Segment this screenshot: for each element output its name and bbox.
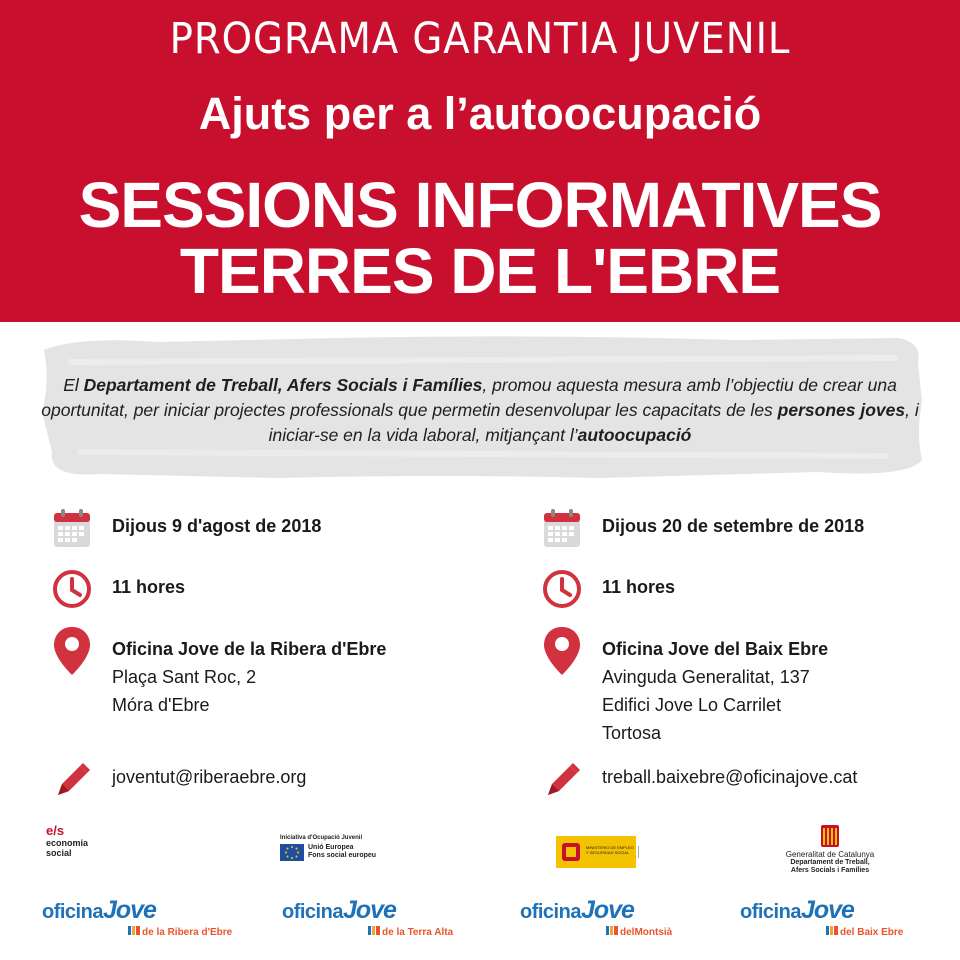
pencil-icon xyxy=(540,757,584,801)
oficina-jove-ribera-logo: oficinaJove de la Ribera d'Ebre xyxy=(42,896,233,938)
eu-youth-employment-logo: Iniciativa d'Ocupació Juvenil Unió Europea Fons social europeu xyxy=(280,835,377,859)
ministerio-empleo-logo: MINISTERIO DE EMPLEO Y SEGURIDAD SOCIAL xyxy=(556,836,670,868)
oficina-jove-terra-alta-logo: oficinaJove de la Terra Alta xyxy=(282,896,454,938)
intro-department: Departament de Treball, Afers Socials i Famílies xyxy=(83,375,483,395)
intro-self-employment: autoocupació xyxy=(577,425,692,445)
generalitat-logo: Generalitat de Catalunya Departament de Treball, Afers Socials i Famílies xyxy=(770,824,890,875)
program-title: PROGRAMA GARANTIA JUVENIL xyxy=(169,14,791,64)
title-line-1: SESSIONS INFORMATIVES xyxy=(78,169,882,241)
address-line: Plaça Sant Roc, 2 xyxy=(112,667,257,687)
subtitle: Ajuts per a l’autoocupació xyxy=(198,88,762,139)
contact-email[interactable]: joventut@riberaebre.org xyxy=(112,767,307,787)
place-name: Oficina Jove de la Ribera d'Ebre xyxy=(112,639,387,659)
calendar-icon xyxy=(540,507,584,551)
session-time: 11 hores xyxy=(112,577,186,597)
session-date: Dijous 20 de setembre de 2018 xyxy=(602,516,865,536)
address-line: Avinguda Generalitat, 137 xyxy=(602,667,810,687)
session-left xyxy=(50,505,490,805)
address-line: Edifici Jove Lo Carrilet xyxy=(602,695,782,715)
contact-email[interactable]: treball.baixebre@oficinajove.cat xyxy=(602,767,858,787)
session-date: Dijous 9 d'agost de 2018 xyxy=(112,516,322,536)
economia-social-logo: e/s economia social xyxy=(46,823,89,858)
session-right xyxy=(540,505,960,805)
generalitat-emblem-icon xyxy=(819,824,841,850)
pencil-icon xyxy=(50,757,94,801)
place-name: Oficina Jove del Baix Ebre xyxy=(602,639,829,659)
session-time: 11 hores xyxy=(602,577,676,597)
location-pin-icon xyxy=(540,625,584,677)
spain-coat-of-arms-icon xyxy=(560,840,582,864)
address-line: Tortosa xyxy=(602,723,662,743)
title-line-2: TERRES DE L'EBRE xyxy=(179,235,781,307)
address-line: Móra d'Ebre xyxy=(112,695,210,715)
intro-young-people: persones joves xyxy=(777,400,906,420)
location-pin-icon xyxy=(50,625,94,677)
header-banner xyxy=(0,0,960,322)
oficina-jove-baix-ebre-logo: oficinaJove del Baix Ebre xyxy=(740,896,904,938)
clock-icon xyxy=(540,567,584,611)
clock-icon xyxy=(50,567,94,611)
calendar-icon xyxy=(50,507,94,551)
intro-paragraph: El Departament de Treball, Afers Socials i Famílies, promou aquesta mesura amb l’objectiu de crear una oportunitat, per iniciar projectes professionals que permetin desenvolupar les capacitats de les persones joves, i iniciar-se en la vida laboral, mitjançant l’autoocupació xyxy=(41,375,919,445)
oficina-jove-montsia-logo: oficinaJove delMontsià xyxy=(520,896,673,938)
eu-flag-icon xyxy=(280,844,304,861)
